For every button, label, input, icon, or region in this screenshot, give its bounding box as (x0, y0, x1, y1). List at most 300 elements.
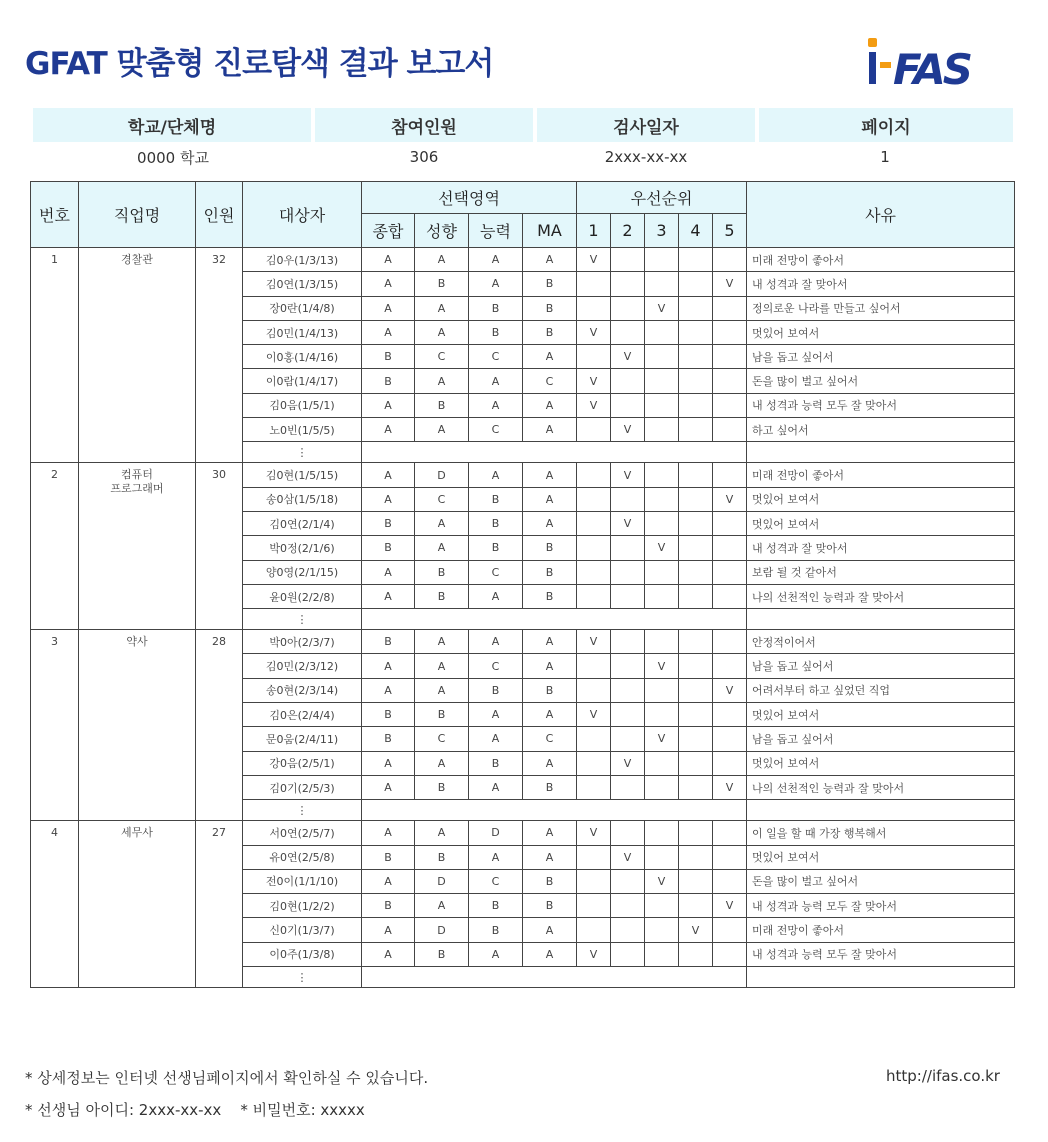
priority-cell-3 (645, 630, 679, 654)
priority-cell-5 (713, 727, 747, 751)
priority-cell-4 (679, 703, 713, 727)
priority-cell-3 (645, 918, 679, 942)
reason-text: 멋있어 보여서 (747, 511, 1015, 535)
priority-cell-3 (645, 487, 679, 511)
priority-cell-5 (713, 630, 747, 654)
priority-cell-3: V (645, 727, 679, 751)
area-grade-tendency: A (415, 678, 469, 702)
priority-cell-2 (611, 894, 645, 918)
reason-text: 멋있어 보여서 (747, 320, 1015, 344)
person-name: 김0기(2/5/3) (243, 775, 362, 799)
area-grade-ma: B (523, 536, 577, 560)
priority-cell-2: V (611, 418, 645, 442)
area-grade-ma: B (523, 894, 577, 918)
area-grade-ma: A (523, 345, 577, 369)
priority-cell-4 (679, 511, 713, 535)
priority-cell-5 (713, 536, 747, 560)
priority-cell-4 (679, 751, 713, 775)
priority-cell-4 (679, 869, 713, 893)
priority-cell-5 (713, 248, 747, 272)
priority-cell-1 (577, 296, 611, 320)
reason-text: 멋있어 보여서 (747, 845, 1015, 869)
priority-cell-1 (577, 345, 611, 369)
priority-cell-1 (577, 560, 611, 584)
area-grade-total: A (362, 418, 415, 442)
priority-cell-5: V (713, 487, 747, 511)
header-area-ability: 능력 (469, 214, 523, 248)
area-grade-total: B (362, 630, 415, 654)
person-name: 신0기(1/3/7) (243, 918, 362, 942)
priority-cell-1 (577, 511, 611, 535)
priority-cell-4 (679, 560, 713, 584)
area-grade-ability: B (469, 894, 523, 918)
area-grade-ma: A (523, 751, 577, 775)
person-name: 강0음(2/5/1) (243, 751, 362, 775)
person-name: 양0영(2/1/15) (243, 560, 362, 584)
person-name: 박0아(2/3/7) (243, 630, 362, 654)
person-name: 김0음(1/5/1) (243, 393, 362, 417)
person-name: 문0움(2/4/11) (243, 727, 362, 751)
priority-cell-2 (611, 584, 645, 608)
area-grade-total: B (362, 536, 415, 560)
area-grade-ability: C (469, 654, 523, 678)
group-number: 3 (31, 630, 79, 821)
job-name: 세무사 (121, 826, 153, 840)
header-job: 직업명 (79, 182, 196, 248)
area-grade-ability: A (469, 369, 523, 393)
priority-cell-1 (577, 894, 611, 918)
area-grade-ability: B (469, 320, 523, 344)
area-grade-tendency: A (415, 296, 469, 320)
person-name: 송0삼(1/5/18) (243, 487, 362, 511)
priority-cell-3 (645, 703, 679, 727)
header-area-ma: MA (523, 214, 577, 248)
job-name-cell (79, 248, 196, 463)
person-name: 박0정(2/1/6) (243, 536, 362, 560)
area-grade-tendency: A (415, 821, 469, 845)
area-grade-tendency: A (415, 630, 469, 654)
priority-cell-2 (611, 560, 645, 584)
area-grade-ma: A (523, 463, 577, 487)
area-grade-tendency: A (415, 248, 469, 272)
area-grade-tendency: B (415, 703, 469, 727)
area-grade-ability: B (469, 678, 523, 702)
ellipsis-blank (362, 967, 747, 988)
group-number: 2 (31, 463, 79, 630)
person-name: 김0민(1/4/13) (243, 320, 362, 344)
info-header-school: 학교/단체명 (33, 108, 313, 142)
priority-cell-1 (577, 918, 611, 942)
priority-cell-4 (679, 821, 713, 845)
priority-cell-5 (713, 511, 747, 535)
priority-cell-4 (679, 393, 713, 417)
area-grade-tendency: B (415, 775, 469, 799)
header-area-tendency: 성향 (415, 214, 469, 248)
person-name: 이0홍(1/4/16) (243, 345, 362, 369)
priority-cell-5 (713, 369, 747, 393)
area-grade-total: B (362, 845, 415, 869)
area-grade-ability: A (469, 703, 523, 727)
area-grade-ma: A (523, 942, 577, 966)
priority-cell-1 (577, 584, 611, 608)
priority-cell-2: V (611, 345, 645, 369)
priority-cell-3: V (645, 536, 679, 560)
area-grade-tendency: B (415, 584, 469, 608)
priority-cell-4 (679, 727, 713, 751)
area-grade-tendency: A (415, 320, 469, 344)
reason-text: 어려서부터 하고 싶었던 직업 (747, 678, 1015, 702)
area-grade-tendency: A (415, 511, 469, 535)
priority-cell-2 (611, 369, 645, 393)
area-grade-total: B (362, 345, 415, 369)
priority-cell-2 (611, 536, 645, 560)
priority-cell-4 (679, 418, 713, 442)
area-grade-total: A (362, 821, 415, 845)
area-grade-ability: B (469, 511, 523, 535)
header-reason: 사유 (747, 182, 1015, 248)
area-grade-tendency: B (415, 393, 469, 417)
reason-text: 미래 전망이 좋아서 (747, 463, 1015, 487)
priority-cell-4 (679, 487, 713, 511)
person-name: 김0연(2/1/4) (243, 511, 362, 535)
priority-cell-3 (645, 418, 679, 442)
area-grade-ability: A (469, 845, 523, 869)
ellipsis-blank (362, 442, 747, 463)
area-grade-ma: C (523, 727, 577, 751)
priority-cell-2 (611, 678, 645, 702)
reason-text: 미래 전망이 좋아서 (747, 248, 1015, 272)
priority-cell-3 (645, 345, 679, 369)
priority-cell-1: V (577, 821, 611, 845)
reason-text: 남을 돕고 싶어서 (747, 654, 1015, 678)
priority-cell-4 (679, 678, 713, 702)
priority-cell-2: V (611, 845, 645, 869)
priority-cell-1 (577, 845, 611, 869)
ellipsis: ⋮ (243, 800, 362, 821)
priority-cell-2 (611, 703, 645, 727)
job-name-cell (79, 630, 196, 821)
area-grade-total: A (362, 272, 415, 296)
header-area-total: 종합 (362, 214, 415, 248)
reason-text: 정의로운 나라를 만들고 싶어서 (747, 296, 1015, 320)
area-grade-ma: A (523, 393, 577, 417)
person-name: 유0연(2/5/8) (243, 845, 362, 869)
priority-cell-3 (645, 821, 679, 845)
header-priority-1: 1 (577, 214, 611, 248)
priority-cell-1: V (577, 630, 611, 654)
reason-text: 내 성격과 능력 모두 잘 맞아서 (747, 894, 1015, 918)
priority-cell-3 (645, 678, 679, 702)
reason-text: 돈을 많이 벌고 싶어서 (747, 869, 1015, 893)
job-name: 컴퓨터 (121, 468, 153, 482)
area-grade-tendency: A (415, 654, 469, 678)
header-priority-4: 4 (679, 214, 713, 248)
priority-cell-1: V (577, 942, 611, 966)
area-grade-total: A (362, 296, 415, 320)
ellipsis-blank (362, 609, 747, 630)
ellipsis-blank (747, 609, 1015, 630)
priority-cell-4 (679, 248, 713, 272)
ellipsis-blank (747, 800, 1015, 821)
area-grade-total: A (362, 918, 415, 942)
person-name: 김0현(1/2/2) (243, 894, 362, 918)
person-name: 김0현(1/5/15) (243, 463, 362, 487)
priority-cell-1 (577, 418, 611, 442)
report-title: GFAT 맞춤형 진로탐색 결과 보고서 (25, 46, 494, 82)
person-name: 서0연(2/5/7) (243, 821, 362, 845)
priority-cell-3 (645, 942, 679, 966)
area-grade-ability: A (469, 775, 523, 799)
area-grade-ability: B (469, 751, 523, 775)
reason-text: 내 성격과 능력 모두 잘 맞아서 (747, 942, 1015, 966)
priority-cell-5 (713, 703, 747, 727)
priority-cell-1: V (577, 248, 611, 272)
header-priority: 우선순위 (577, 182, 747, 214)
area-grade-tendency: C (415, 487, 469, 511)
reason-text: 나의 선천적인 능력과 잘 맞아서 (747, 775, 1015, 799)
person-name: 김0은(2/4/4) (243, 703, 362, 727)
priority-cell-1: V (577, 393, 611, 417)
header-priority-3: 3 (645, 214, 679, 248)
header-area: 선택영역 (362, 182, 577, 214)
reason-text: 안정적이어서 (747, 630, 1015, 654)
area-grade-ability: A (469, 248, 523, 272)
area-grade-ma: B (523, 678, 577, 702)
reason-text: 돈을 많이 벌고 싶어서 (747, 369, 1015, 393)
job-count: 32 (196, 248, 243, 463)
area-grade-ma: B (523, 584, 577, 608)
priority-cell-3 (645, 272, 679, 296)
ellipsis-blank (362, 800, 747, 821)
area-grade-ability: A (469, 630, 523, 654)
priority-cell-3 (645, 775, 679, 799)
priority-cell-4 (679, 775, 713, 799)
ellipsis-blank (747, 442, 1015, 463)
priority-cell-2 (611, 296, 645, 320)
table-row (31, 821, 1015, 845)
priority-cell-5: V (713, 775, 747, 799)
priority-cell-2 (611, 320, 645, 344)
priority-cell-3: V (645, 869, 679, 893)
results-body (31, 248, 1015, 988)
footnote-detail-info: * 상세정보는 인터넷 선생님페이지에서 확인하실 수 있습니다. (25, 1069, 429, 1087)
job-name-cell (79, 821, 196, 988)
reason-text: 보람 될 것 같아서 (747, 560, 1015, 584)
area-grade-total: A (362, 320, 415, 344)
priority-cell-2 (611, 487, 645, 511)
area-grade-ma: A (523, 418, 577, 442)
priority-cell-3: V (645, 296, 679, 320)
area-grade-ma: A (523, 821, 577, 845)
area-grade-ma: A (523, 918, 577, 942)
priority-cell-4 (679, 320, 713, 344)
priority-cell-4 (679, 942, 713, 966)
priority-cell-5 (713, 918, 747, 942)
area-grade-total: B (362, 369, 415, 393)
area-grade-total: A (362, 775, 415, 799)
group-number: 1 (31, 248, 79, 463)
area-grade-total: A (362, 463, 415, 487)
priority-cell-1 (577, 775, 611, 799)
svg-text:FAS: FAS (893, 45, 971, 90)
priority-cell-4 (679, 894, 713, 918)
priority-cell-2 (611, 775, 645, 799)
area-grade-ma: B (523, 869, 577, 893)
priority-cell-3 (645, 845, 679, 869)
priority-cell-5: V (713, 272, 747, 296)
footer-website-link[interactable]: http://ifas.co.kr (886, 1067, 1000, 1085)
person-name: 노0빈(1/5/5) (243, 418, 362, 442)
priority-cell-5 (713, 584, 747, 608)
header-number: 번호 (31, 182, 79, 248)
priority-cell-5 (713, 560, 747, 584)
area-grade-ability: B (469, 296, 523, 320)
priority-cell-1 (577, 751, 611, 775)
priority-cell-1 (577, 536, 611, 560)
header-priority-2: 2 (611, 214, 645, 248)
priority-cell-2: V (611, 751, 645, 775)
priority-cell-2 (611, 272, 645, 296)
reason-text: 미래 전망이 좋아서 (747, 918, 1015, 942)
priority-cell-5 (713, 654, 747, 678)
job-name: 경찰관 (121, 253, 153, 266)
priority-cell-4 (679, 369, 713, 393)
priority-cell-1: V (577, 369, 611, 393)
priority-cell-1: V (577, 320, 611, 344)
priority-cell-4 (679, 296, 713, 320)
area-grade-tendency: C (415, 727, 469, 751)
person-name: 송0현(2/3/14) (243, 678, 362, 702)
job-count: 30 (196, 463, 243, 630)
reason-text: 하고 싶어서 (747, 418, 1015, 442)
person-name: 이0람(1/4/17) (243, 369, 362, 393)
area-grade-tendency: A (415, 894, 469, 918)
job-name: 프로그래머 (110, 482, 164, 496)
area-grade-ability: B (469, 536, 523, 560)
reason-text: 멋있어 보여서 (747, 751, 1015, 775)
area-grade-total: A (362, 751, 415, 775)
area-grade-ma: B (523, 296, 577, 320)
person-name: 김0우(1/3/13) (243, 248, 362, 272)
priority-cell-3 (645, 751, 679, 775)
area-grade-ma: B (523, 560, 577, 584)
info-value-page: 1 (880, 148, 890, 166)
reason-text: 이 일을 할 때 가장 행복해서 (747, 821, 1015, 845)
priority-cell-5 (713, 845, 747, 869)
area-grade-total: B (362, 511, 415, 535)
area-grade-tendency: B (415, 560, 469, 584)
area-grade-ability: B (469, 918, 523, 942)
area-grade-total: A (362, 248, 415, 272)
person-name: 윤0원(2/2/8) (243, 584, 362, 608)
area-grade-tendency: A (415, 536, 469, 560)
info-header-participants: 참여인원 (313, 108, 535, 142)
priority-cell-3 (645, 463, 679, 487)
area-grade-ma: A (523, 487, 577, 511)
area-grade-ma: A (523, 654, 577, 678)
area-grade-ma: A (523, 845, 577, 869)
footnote-teacher-credentials: * 선생님 아이디: 2xxx-xx-xx * 비밀번호: xxxxx (25, 1101, 365, 1119)
priority-cell-2 (611, 248, 645, 272)
priority-cell-3 (645, 511, 679, 535)
summary-info-table (33, 108, 1013, 172)
ellipsis: ⋮ (243, 967, 362, 988)
priority-cell-2 (611, 821, 645, 845)
area-grade-ma: A (523, 248, 577, 272)
area-grade-total: A (362, 678, 415, 702)
person-name: 김0민(2/3/12) (243, 654, 362, 678)
area-grade-total: A (362, 487, 415, 511)
results-table (30, 181, 1015, 988)
priority-cell-5 (713, 869, 747, 893)
priority-cell-5: V (713, 894, 747, 918)
area-grade-ability: A (469, 727, 523, 751)
priority-cell-1 (577, 727, 611, 751)
area-grade-tendency: A (415, 418, 469, 442)
priority-cell-3 (645, 320, 679, 344)
reason-text: 내 성격과 능력 모두 잘 맞아서 (747, 393, 1015, 417)
area-grade-total: A (362, 560, 415, 584)
priority-cell-1 (577, 487, 611, 511)
reason-text: 나의 선천적인 능력과 잘 맞아서 (747, 584, 1015, 608)
priority-cell-2 (611, 942, 645, 966)
reason-text: 내 성격과 잘 맞아서 (747, 536, 1015, 560)
area-grade-tendency: D (415, 869, 469, 893)
priority-cell-4 (679, 345, 713, 369)
priority-cell-2 (611, 727, 645, 751)
priority-cell-3 (645, 560, 679, 584)
priority-cell-2 (611, 630, 645, 654)
reason-text: 멋있어 보여서 (747, 703, 1015, 727)
job-count: 28 (196, 630, 243, 821)
job-count: 27 (196, 821, 243, 988)
header-person: 대상자 (243, 182, 362, 248)
priority-cell-4 (679, 654, 713, 678)
priority-cell-2 (611, 393, 645, 417)
ellipsis: ⋮ (243, 609, 362, 630)
header-count: 인원 (196, 182, 243, 248)
priority-cell-3 (645, 584, 679, 608)
priority-cell-4 (679, 463, 713, 487)
area-grade-tendency: C (415, 345, 469, 369)
area-grade-tendency: A (415, 751, 469, 775)
area-grade-ability: C (469, 869, 523, 893)
area-grade-ability: A (469, 463, 523, 487)
area-grade-total: A (362, 869, 415, 893)
info-value-participants: 306 (409, 148, 439, 166)
reason-text: 남을 돕고 싶어서 (747, 345, 1015, 369)
priority-cell-5 (713, 320, 747, 344)
area-grade-ma: A (523, 630, 577, 654)
priority-cell-1 (577, 869, 611, 893)
priority-cell-5 (713, 821, 747, 845)
priority-cell-1 (577, 654, 611, 678)
priority-cell-4 (679, 536, 713, 560)
area-grade-ability: A (469, 942, 523, 966)
header-priority-5: 5 (713, 214, 747, 248)
area-grade-ability: C (469, 560, 523, 584)
info-value-school: 0000 학교 (137, 148, 209, 167)
area-grade-ability: C (469, 418, 523, 442)
priority-cell-4 (679, 272, 713, 296)
reason-text: 멋있어 보여서 (747, 487, 1015, 511)
priority-cell-5 (713, 942, 747, 966)
priority-cell-2: V (611, 463, 645, 487)
priority-cell-1 (577, 678, 611, 702)
area-grade-ability: A (469, 584, 523, 608)
area-grade-ma: B (523, 272, 577, 296)
person-name: 김0연(1/3/15) (243, 272, 362, 296)
